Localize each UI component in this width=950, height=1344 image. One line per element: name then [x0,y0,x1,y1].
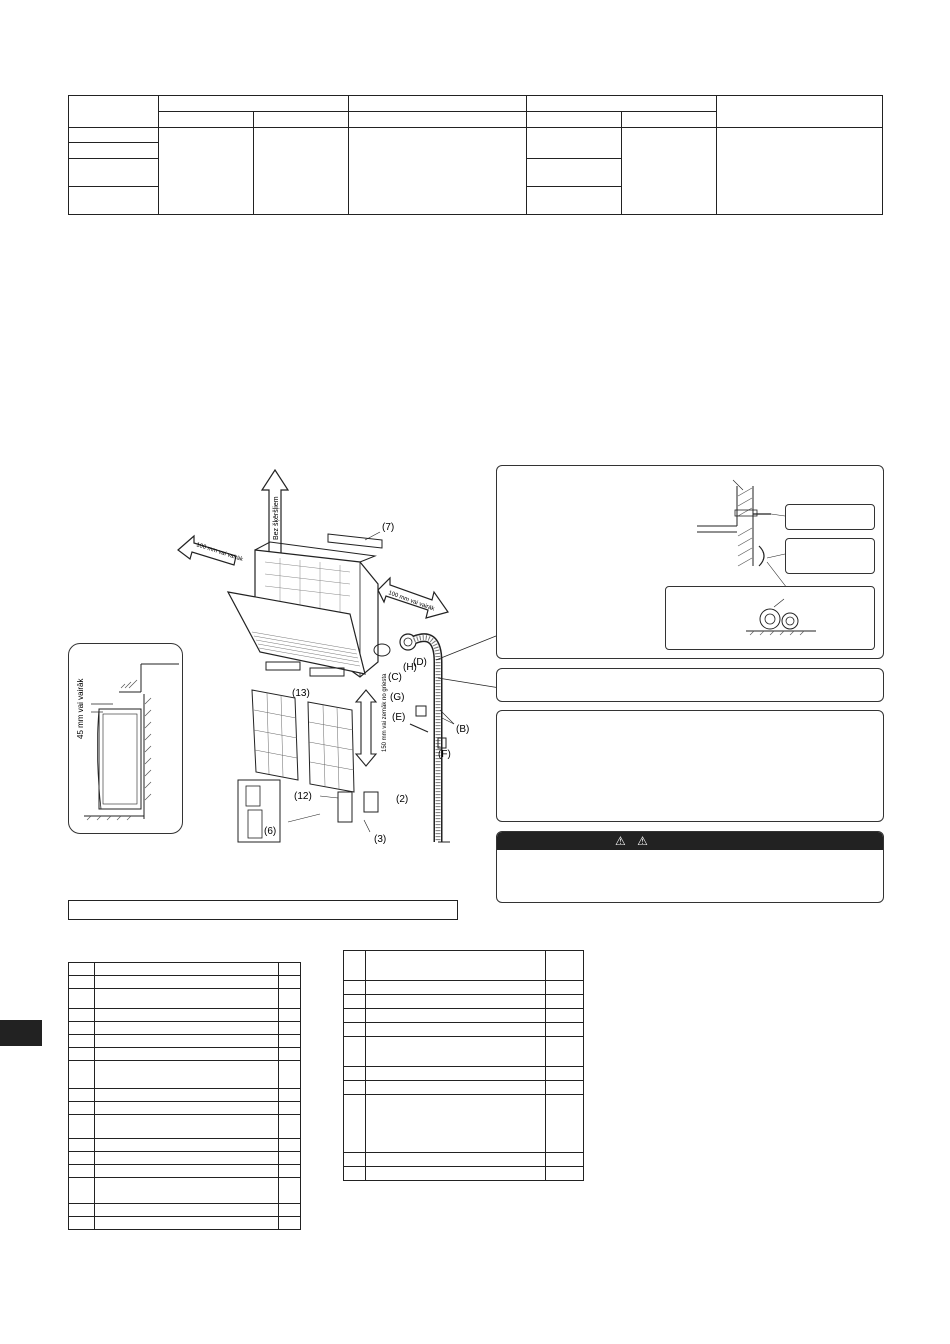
table-cell [95,1115,279,1139]
side-clearance-label: 45 mm vai vairāk [76,678,85,739]
indoor-unit-illustration [170,462,470,857]
table-cell [95,989,279,1009]
bottom-clearance-label: 150 mm vai zemāk no griesta [382,673,388,752]
table-cell [344,1037,366,1067]
table-cell [279,976,301,989]
table-cell [69,1048,95,1061]
table-cell [344,1067,366,1081]
spec-cell [527,128,622,158]
table-cell [69,1009,95,1022]
table-cell [546,1009,584,1023]
table-cell [546,1153,584,1167]
table-cell [546,995,584,1009]
spec-cell [69,186,159,214]
spec-header-cell [159,112,254,128]
spec-header-cell [527,112,622,128]
table-cell [69,1204,95,1217]
table-cell [95,1165,279,1178]
table-cell [279,1152,301,1165]
table-cell [69,1089,95,1102]
table-cell [279,1009,301,1022]
warning-icon: ⚠ ⚠ [615,834,652,848]
table-cell [279,1178,301,1204]
callout-12: (12) [294,791,312,802]
table-cell [366,1095,546,1153]
spec-header-cell [527,96,717,112]
table-cell [95,1217,279,1230]
table-cell [344,951,366,981]
table-cell [279,1204,301,1217]
table-cell [546,981,584,995]
table-cell [69,989,95,1009]
pipe-section-drawing [666,587,874,649]
table-cell [344,1153,366,1167]
spec-header-cell [717,96,883,128]
table-cell [279,1217,301,1230]
table-cell [279,1089,301,1102]
callout-d: (D) [413,657,427,668]
table-cell [546,1081,584,1095]
table-cell [366,1037,546,1067]
language-tab [0,1020,42,1046]
warning-header [497,832,883,850]
pipe-section-box [665,586,875,650]
table-cell [95,1102,279,1115]
table-cell [95,1152,279,1165]
table-cell [69,1115,95,1139]
table-cell [69,1165,95,1178]
table-cell [279,1061,301,1089]
callout-f: (F) [438,749,451,760]
table-cell [546,1167,584,1181]
table-cell [344,981,366,995]
callout-g: (G) [390,692,405,703]
spec-cell [349,128,527,215]
table-cell [95,1022,279,1035]
table-cell [344,1023,366,1037]
side-clearance-drawing [69,644,182,833]
note-box-2 [496,710,884,822]
table-cell [344,1095,366,1153]
table-cell [344,1167,366,1181]
table-cell [95,1139,279,1152]
side-clearance-inset [68,643,183,834]
table-cell [69,1178,95,1204]
warning-box [496,831,884,903]
table-cell [95,1009,279,1022]
table-cell [366,1067,546,1081]
spec-cell [69,143,159,158]
table-cell [95,1048,279,1061]
right-clearance-label: 100 mm vai vairāk [387,590,436,613]
spec-cell [527,158,622,186]
spec-header-cell [349,112,527,128]
top-clearance-label: Bez šķēršļiem [273,496,280,540]
spec-table [68,95,883,215]
table-cell [279,1048,301,1061]
table-cell [95,963,279,976]
left-clearance-label: 100 mm vai vairāk [195,542,244,563]
accessory-table-left [68,962,301,1230]
spec-header-cell [349,96,527,112]
table-cell [95,976,279,989]
table-cell [366,1153,546,1167]
table-cell [344,995,366,1009]
table-cell [546,1067,584,1081]
table-cell [69,1217,95,1230]
callout-2: (2) [396,794,409,805]
pipe-label-box-2 [785,538,875,574]
table-cell [279,1115,301,1139]
table-cell [366,1009,546,1023]
table-cell [344,1081,366,1095]
table-cell [69,963,95,976]
table-cell [546,1095,584,1153]
spec-header-cell [622,112,717,128]
table-cell [366,1023,546,1037]
table-cell [546,1023,584,1037]
spec-header-cell [254,112,349,128]
callout-e: (E) [392,712,406,723]
table-cell [69,1061,95,1089]
table-cell [95,1178,279,1204]
spec-cell [717,128,883,215]
table-cell [279,1165,301,1178]
table-cell [344,1009,366,1023]
table-cell [69,976,95,989]
callout-7: (7) [382,522,395,533]
table-cell [366,951,546,981]
table-cell [279,1022,301,1035]
table-cell [366,981,546,995]
table-cell [546,951,584,981]
table-cell [95,1204,279,1217]
table-cell [279,1035,301,1048]
callout-13: (13) [292,688,310,699]
spec-header-cell [69,96,159,128]
pipe-detail-box [496,465,884,659]
table-cell [95,1089,279,1102]
accessory-table-right [343,950,584,1181]
spec-cell [159,128,254,215]
table-cell [366,1167,546,1181]
spec-header-cell [159,96,349,112]
callout-h: (H) [403,662,417,673]
callout-6: (6) [264,826,277,837]
spec-cell [622,128,717,215]
table-cell [69,1139,95,1152]
spec-cell [254,128,349,215]
table-cell [279,1139,301,1152]
table-cell [366,995,546,1009]
table-cell [95,1035,279,1048]
section-heading-box [68,900,458,920]
table-cell [279,989,301,1009]
callout-b: (B) [456,724,470,735]
table-cell [95,1061,279,1089]
table-cell [546,1037,584,1067]
spec-cell [69,158,159,186]
table-cell [69,1102,95,1115]
table-cell [69,1152,95,1165]
pipe-label-box-1 [785,504,875,530]
callout-c: (C) [388,672,402,683]
table-cell [279,1102,301,1115]
table-cell [279,963,301,976]
table-cell [366,1081,546,1095]
note-box-1 [496,668,884,702]
spec-cell [527,186,622,214]
spec-cell [69,128,159,143]
callout-3: (3) [374,834,387,845]
table-cell [69,1035,95,1048]
table-cell [69,1022,95,1035]
